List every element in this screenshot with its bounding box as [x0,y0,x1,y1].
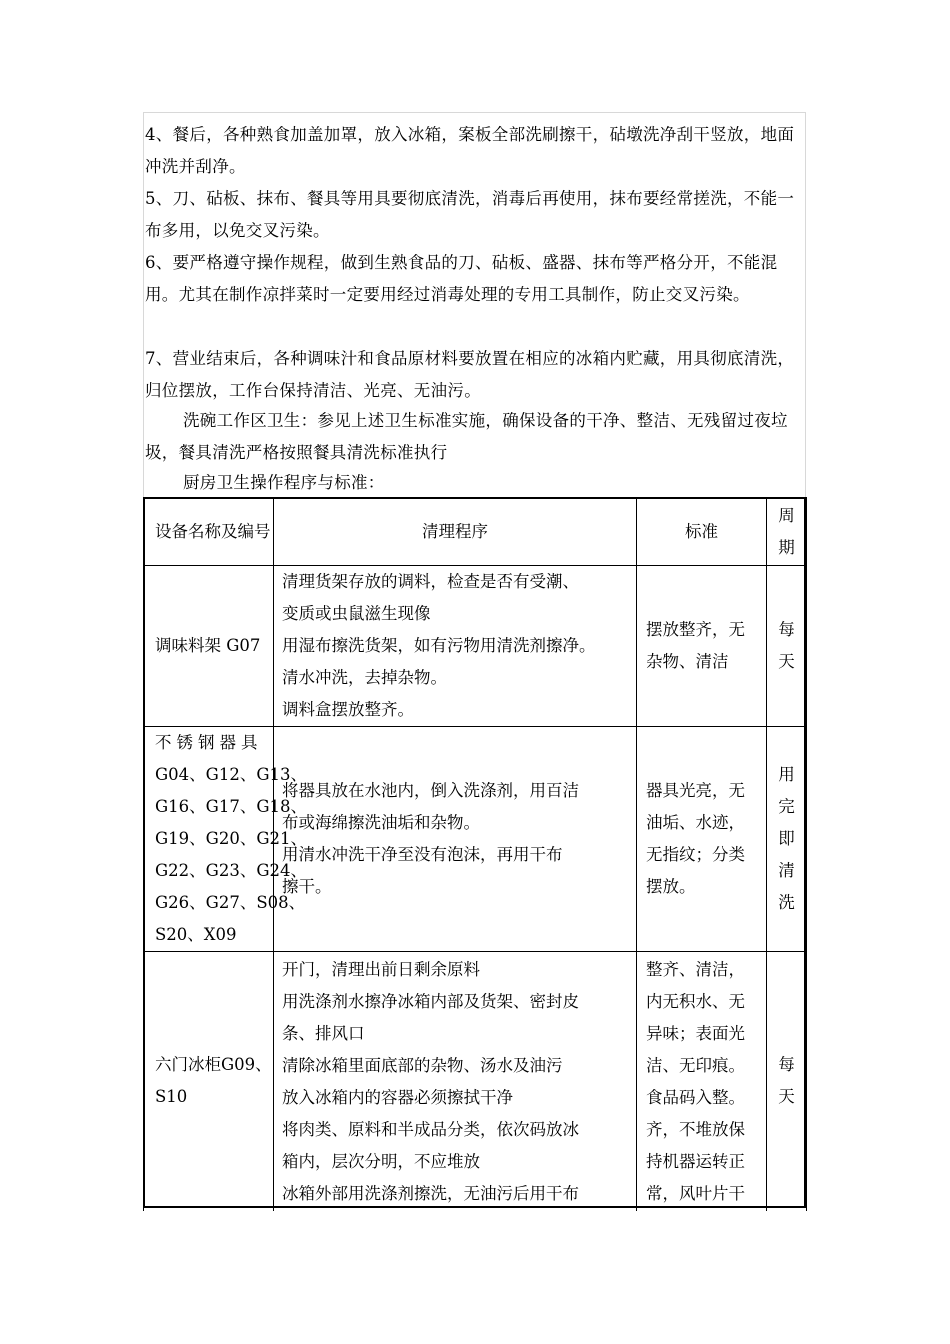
table-row [144,727,807,952]
row1-std-line: 摆放整齐，无 [646,620,745,639]
table-row [144,952,807,1211]
row3-name-line: 六门冰柜G09、 [155,1055,272,1075]
table-row [144,566,807,727]
row2-procedure [274,727,637,952]
row3-std-line: 内无积水、无 [646,992,745,1011]
row2-name-line: S20、X09 [155,925,237,944]
row1-cycle [767,566,807,727]
row2-name-line: G22、G23、G24、 [155,861,308,880]
table-title: 厨房卫生操作程序与标准： [183,473,385,492]
row3-proc-line: 箱内，层次分明，不应堆放 [282,1152,480,1171]
paragraph-7: 7、营业结束后，各种调味汁和食品原材料要放置在相应的冰箱内贮藏，用具彻底清洗，归位摆放，工作台保持清洁、光亮、无油污。 [145,349,795,400]
header-cycle-1: 周 [778,505,795,525]
paragraph-5: 5、刀、砧板、抹布、餐具等用具要彻底清洗，消毒后再使用，抹布要经常搓洗，不能一布多用，以免交叉污染。 [145,189,795,240]
row2-std-line: 器具光亮，无 [646,781,745,800]
dishwash-paragraph: 洗碗工作区卫生：参见上述卫生标准实施，确保设备的干净、整洁、无残留过夜垃圾，餐具清洗严格按照餐具清洗标准执行 [145,411,788,462]
row2-proc-line: 用清水冲洗干净至没有泡沫，再用干布 [282,845,563,864]
row1-proc-line: 变质或虫鼠滋生现像 [282,604,431,623]
row3-std-line: 整齐、清洁， [646,960,745,979]
row1-proc-line: 清理货架存放的调料，检查是否有受潮、 [282,572,579,591]
row3-proc-line: 冰箱外部用洗涤剂擦洗，无油污后用干布 [282,1184,579,1203]
row2-cycle [767,727,807,952]
row2-name-line: G19、G20、G21、 [155,829,308,848]
row3-std-line: 食品码入整。 [646,1088,745,1107]
row3-std-line: 异味；表面光 [646,1024,745,1043]
row2-name-line: G26、G27、S08、 [155,893,306,912]
row2-std-line: 摆放。 [646,877,696,896]
row3-proc-line: 将肉类、原料和半成品分类，依次码放冰 [282,1120,579,1139]
header-standard: 标准 [637,498,767,566]
row3-std-line: 洁、无印痕。 [646,1056,745,1075]
paragraph-4: 4、餐后，各种熟食加盖加罩，放入冰箱，案板全部洗刷擦干，砧墩洗净刮干竖放，地面冲洗并刮净。 [145,125,795,176]
row3-std-line: 持机器运转正 [646,1152,745,1171]
hygiene-table [143,497,807,1211]
row1-proc-line: 调料盒摆放整齐。 [282,700,414,719]
row2-cycle-char: 完 [778,797,795,816]
paragraph-6: 6、要严格遵守操作规程，做到生熟食品的刀、砧板、盛器、抹布等严格分开，不能混用。尤其在制作凉拌菜时一定要用经过消毒处理的专用工具制作，防止交叉污染。 [145,253,778,304]
row1-std-line: 杂物、清洁 [646,652,729,671]
row3-cycle-char: 每 [778,1055,795,1075]
row3-standard [637,952,767,1211]
row3-name [144,952,274,1211]
row3-procedure [274,952,637,1211]
header-procedure: 清理程序 [274,498,637,566]
row2-proc-line: 布或海绵擦洗油垢和杂物。 [282,813,480,832]
row3-proc-line: 条、排风口 [282,1024,365,1043]
row3-proc-line: 放入冰箱内的容器必须擦拭干净 [282,1088,513,1107]
row2-name-line: G16、G17、G18、 [155,797,308,816]
row2-std-line: 无指纹；分类 [646,845,745,864]
row2-cycle-char: 即 [778,829,795,848]
row2-cycle-char: 洗 [778,893,795,912]
row2-proc-line: 将器具放在水池内，倒入洗涤剂，用百洁 [282,781,579,800]
row3-cycle [767,952,807,1211]
header-cycle-2: 期 [778,537,795,557]
row2-proc-line: 擦干。 [282,877,332,896]
header-cycle [767,498,807,566]
row2-std-line: 油垢、水迹， [646,813,745,832]
row1-name: 调味料架 G07 [144,566,274,727]
row2-cycle-char: 用 [778,765,795,784]
row1-standard [637,566,767,727]
row1-cycle-char: 每 [778,620,795,639]
row3-proc-line: 用洗涤剂水擦净冰箱内部及货架、密封皮 [282,992,579,1011]
row1-procedure [274,566,637,727]
row3-std-line: 齐，不堆放保 [646,1120,745,1139]
row2-name-line: 不锈钢器具 [155,733,263,752]
row3-proc-line: 清除冰箱里面底部的杂物、汤水及油污 [282,1056,563,1075]
row2-name-line: G04、G12、G13、 [155,765,308,784]
row1-cycle-char: 天 [778,652,795,671]
row3-cycle-char: 天 [778,1087,795,1107]
header-row [144,498,807,566]
row2-cycle-char: 清 [778,861,795,880]
row2-standard [637,727,767,952]
row3-name-line: S10 [155,1087,188,1107]
row3-std-line: 常，风叶片干 [646,1184,745,1203]
row1-proc-line: 用湿布擦洗货架，如有污物用清洗剂擦净。 [282,636,596,655]
row1-proc-line: 清水冲洗，去掉杂物。 [282,668,447,687]
row3-proc-line: 开门，清理出前日剩余原料 [282,960,480,979]
header-name: 设备名称及编号 [144,498,274,566]
